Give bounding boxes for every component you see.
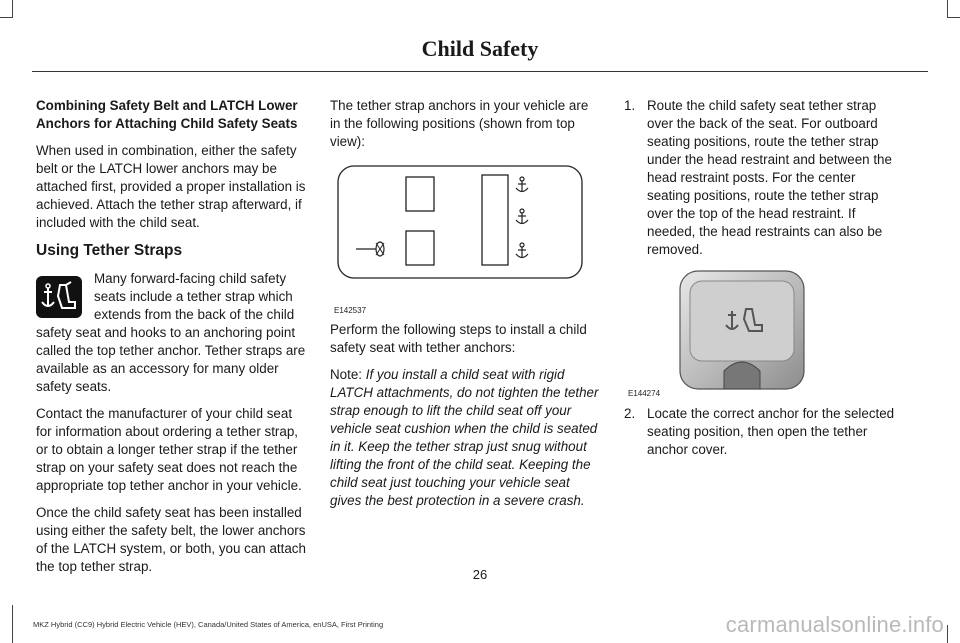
column-middle bbox=[330, 97, 602, 519]
list-item bbox=[624, 405, 896, 459]
paragraph: When used in combination, either the safety belt or the LATCH lower anchors may be attached first, provided a proper installation is achieved. Attach the tether strap afterward, if included with the child seat. bbox=[36, 143, 306, 230]
note-label: Note: bbox=[330, 367, 363, 382]
column-right bbox=[624, 97, 896, 469]
paragraph: Contact the manufacturer of your child seat for information about ordering a tether strap, or to obtain a longer tether strap if the tether strap on your safety seat does not reach the appropriate top tether anchor in your vehicle. bbox=[36, 406, 302, 493]
crop-mark bbox=[12, 605, 13, 643]
crop-mark bbox=[0, 17, 13, 18]
figure-code: E144274 bbox=[628, 389, 661, 398]
note-text: If you install a child seat with rigid LATCH attachments, do not tighten the tether strap enough to lift the child seat off your vehicle seat cushion when the child is seated in it. Keep the tether strap just snug without lifting the front of the child seat. Keeping the child seat just touching your vehicle seat gives the best protection in a severe crash. bbox=[330, 367, 599, 508]
step-number: 1. bbox=[624, 98, 636, 113]
anchor-position-diagram bbox=[330, 161, 602, 315]
paragraph: The tether strap anchors in your vehicle are in the following positions (shown from top view): bbox=[330, 98, 589, 149]
page-title: Child Safety bbox=[421, 36, 539, 61]
crop-mark bbox=[947, 625, 948, 643]
steps-list bbox=[624, 405, 896, 459]
list-item bbox=[624, 97, 896, 259]
step-text: Locate the correct anchor for the selected seating position, then open the tether anchor cover. bbox=[647, 406, 895, 457]
footer-text: MKZ Hybrid (CC9) Hybrid Electric Vehicle (HEV), Canada/United States of America, enUSA, First Printing bbox=[33, 620, 384, 629]
child-seat-tether-icon bbox=[36, 276, 82, 318]
watermark: carmanualsonline.info bbox=[725, 612, 944, 637]
crop-mark bbox=[947, 17, 960, 18]
tether-anchor-cover-image bbox=[624, 269, 896, 397]
subsection-heading: Using Tether Straps bbox=[36, 242, 183, 259]
header-divider bbox=[32, 71, 928, 72]
paragraph: Once the child safety seat has been installed using either the safety belt, the lower anchors of the LATCH system, or both, you can attach the top tether strap. bbox=[36, 505, 306, 574]
crop-mark bbox=[947, 0, 948, 18]
anchor-icon bbox=[516, 177, 528, 192]
paragraph: Perform the following steps to install a child safety seat with tether anchors: bbox=[330, 322, 587, 355]
anchor-icon bbox=[516, 243, 528, 258]
steps-list bbox=[624, 97, 896, 259]
crop-mark bbox=[12, 0, 13, 18]
section-heading: Combining Safety Belt and LATCH Lower Anchors for Attaching Child Safety Seats bbox=[36, 98, 298, 131]
note bbox=[330, 366, 602, 510]
step-text: Route the child safety seat tether strap over the back of the seat. For outboard seating positions, route the tether strap under the head restraint and between the head restraint posts. For the center seating positions, route the tether strap over the top of the head restraint. If needed, the head restraints can also be removed. bbox=[647, 98, 892, 257]
figure-code: E142537 bbox=[334, 306, 367, 315]
anchor-icon bbox=[516, 209, 528, 224]
paragraph: Many forward-facing child safety seats include a tether strap which extends from the back of the child safety seat and hooks to an anchoring point called the top tether anchor. Tether straps are available as an accessory for many older safety seats. bbox=[36, 271, 306, 394]
page-number: 26 bbox=[472, 567, 488, 582]
column-left bbox=[36, 97, 306, 585]
step-number: 2. bbox=[624, 406, 636, 421]
